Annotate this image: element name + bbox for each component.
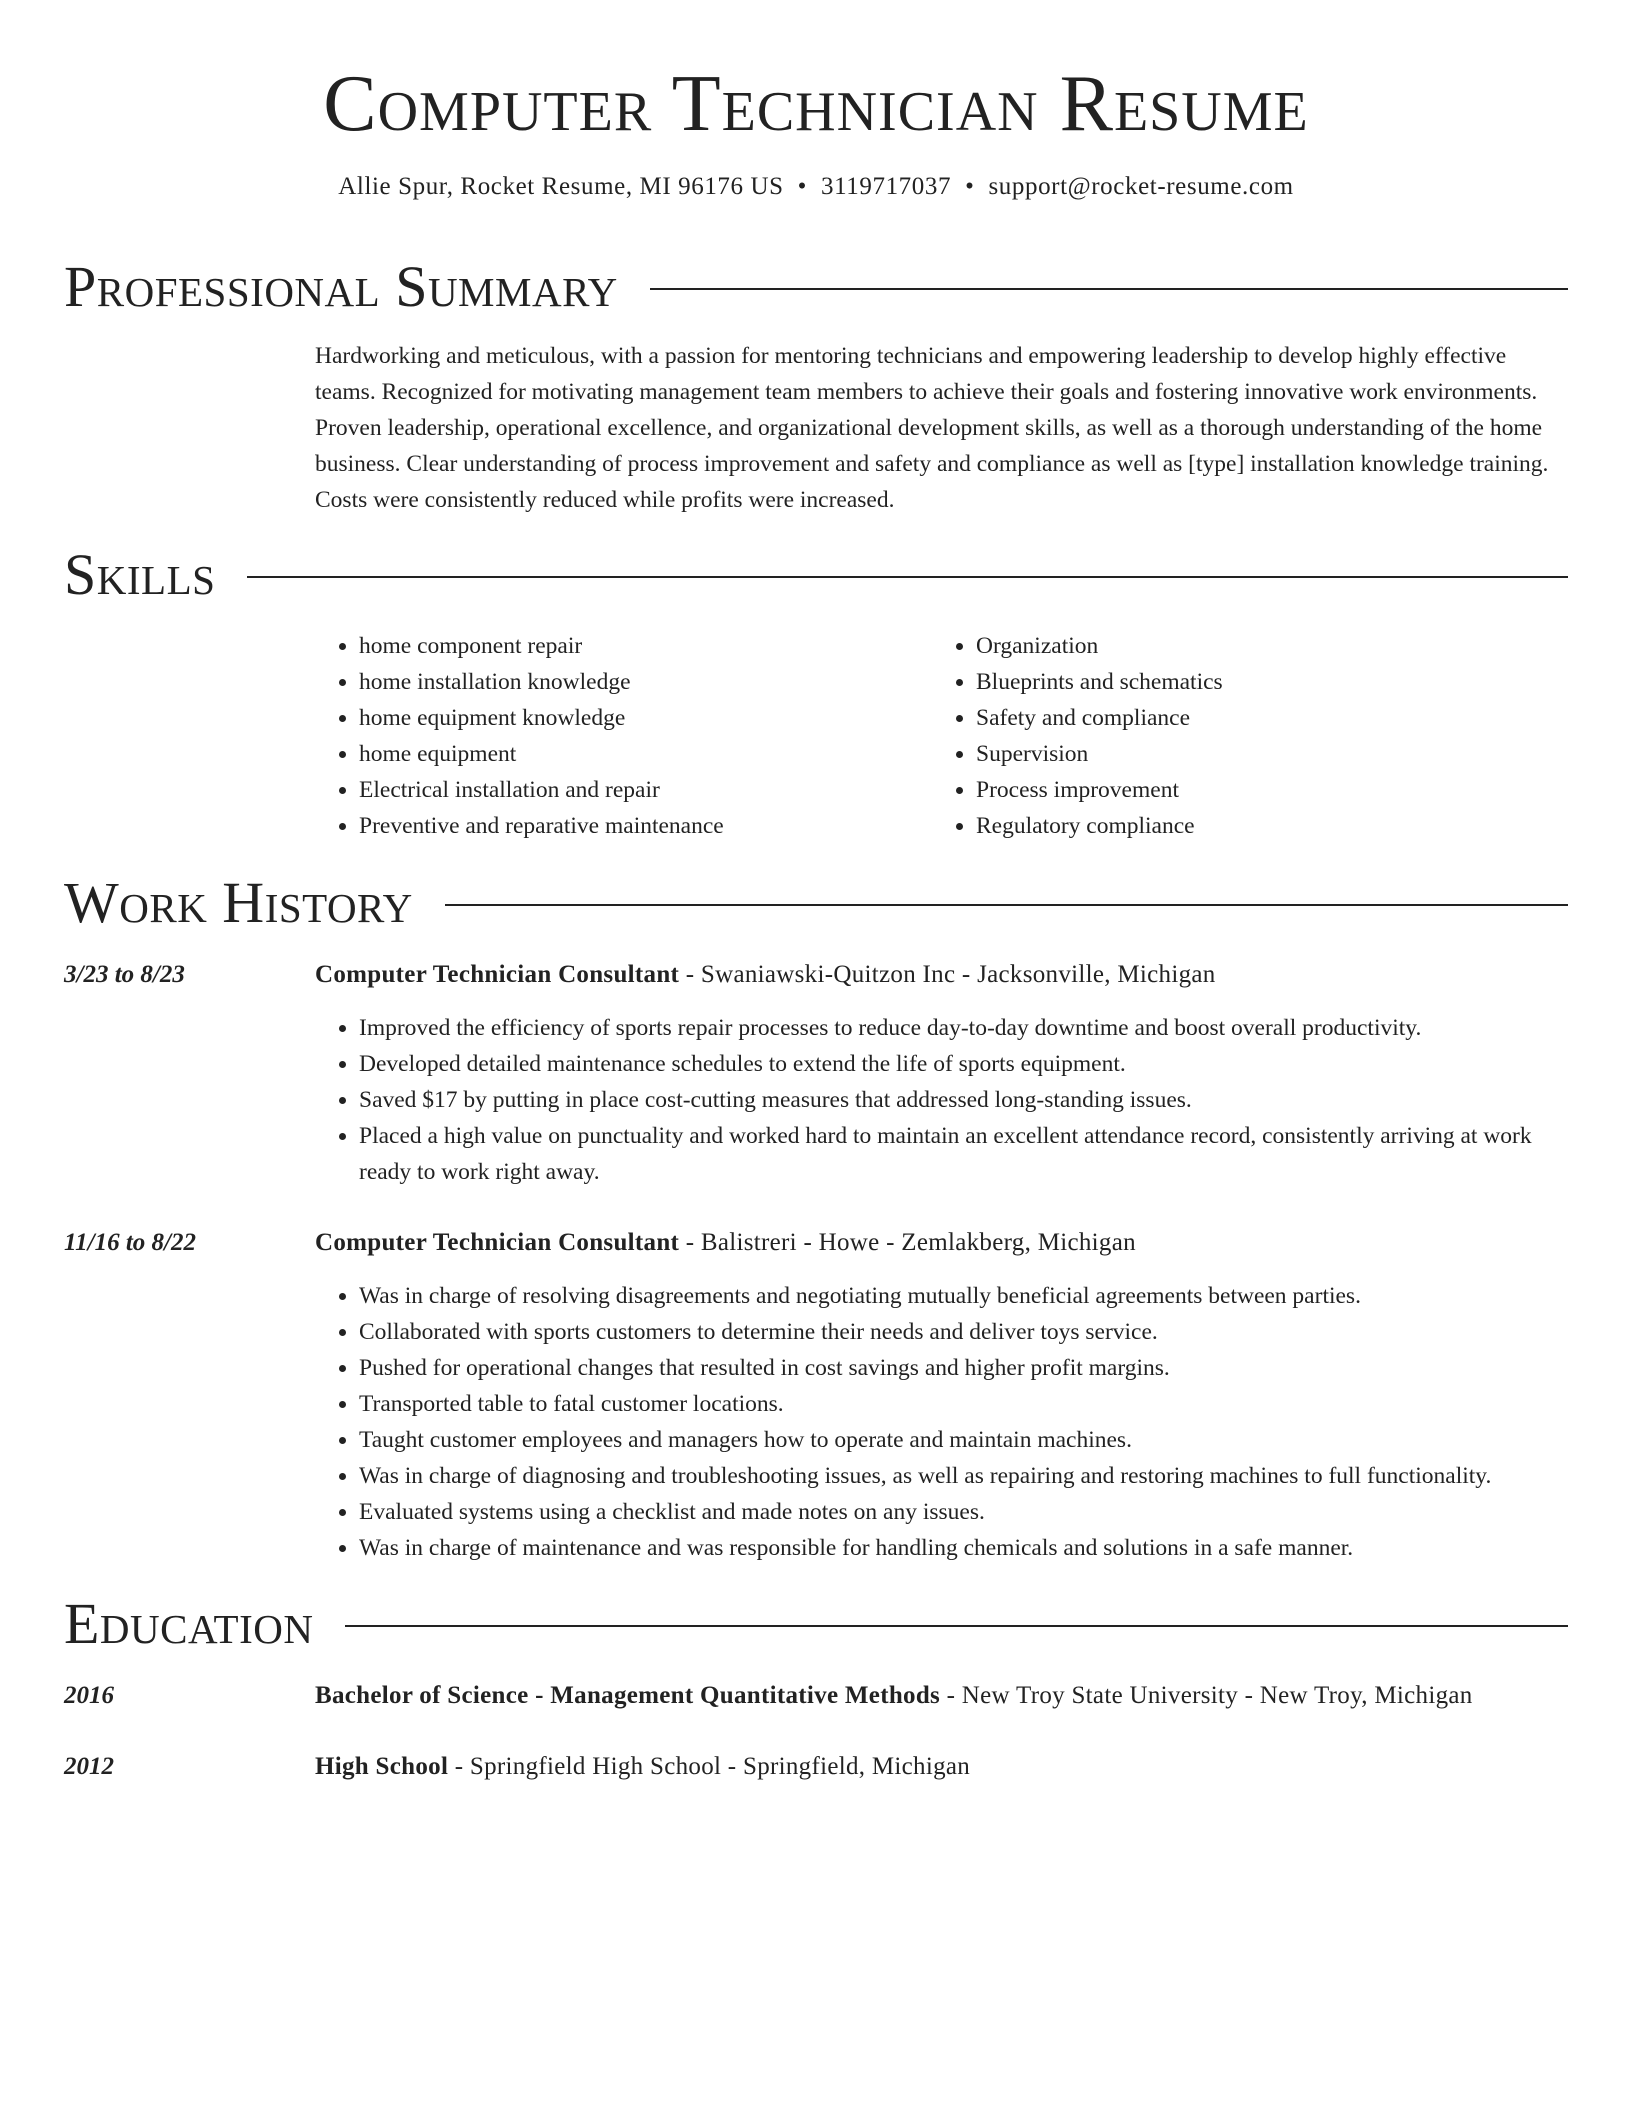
section-divider xyxy=(247,576,1568,578)
job-bullet: • Saved $17 by putting in place cost-cutting measures that addressed long-standing issues. xyxy=(359,1082,1568,1118)
resume-page xyxy=(64,0,1568,1780)
education-heading: Education xyxy=(64,1591,314,1656)
job-bullet: • Collaborated with sports customers to determine their needs and deliver toys service. xyxy=(359,1314,1568,1350)
contact-email[interactable]: support@rocket-resume.com xyxy=(988,173,1294,200)
skill-item: • Supervision xyxy=(976,736,1223,772)
degree-title: High School xyxy=(315,1753,449,1780)
skill-item: • Blueprints and schematics xyxy=(976,664,1223,700)
skill-item: • Process improvement xyxy=(976,772,1223,808)
skill-item: • home component repair xyxy=(359,628,724,664)
resume-title: Computer Technician Resume xyxy=(323,60,1309,148)
education-year: 2016 xyxy=(64,1682,114,1709)
summary-heading: Professional Summary xyxy=(64,254,618,319)
contact-separator: • xyxy=(797,173,807,200)
section-divider xyxy=(445,904,1568,906)
section-divider xyxy=(345,1625,1568,1627)
job-bullet: • Developed detailed maintenance schedules to extend the life of sports equipment. xyxy=(359,1046,1568,1082)
job-bullet: • Pushed for operational changes that resulted in cost savings and higher profit margins. xyxy=(359,1350,1568,1386)
job-employer: - Swaniawski-Quitzon Inc - Jacksonville, Michigan xyxy=(679,961,1216,988)
school-detail: - Springfield High School - Springfield, Michigan xyxy=(448,1753,971,1780)
skill-item: • Safety and compliance xyxy=(976,700,1223,736)
job-bullet: • Was in charge of diagnosing and troubleshooting issues, as well as repairing and restoring machines to full functionality. xyxy=(359,1458,1568,1494)
job-bullet: • Evaluated systems using a checklist and made notes on any issues. xyxy=(359,1494,1568,1530)
work-heading: Work History xyxy=(64,870,413,935)
skill-item: • home equipment xyxy=(359,736,724,772)
job-bullet: • Improved the efficiency of sports repair processes to reduce day-to-day downtime and boost overall productivity. xyxy=(359,1010,1568,1046)
work-section-heading xyxy=(64,870,1568,935)
contact-address: Allie Spur, Rocket Resume, MI 96176 US xyxy=(338,173,784,200)
skill-item: • Electrical installation and repair xyxy=(359,772,724,808)
summary-section-heading xyxy=(64,254,1568,319)
skills-section-heading xyxy=(64,542,1568,607)
degree-title: Bachelor of Science - Management Quantitative Methods xyxy=(315,1682,941,1709)
job-dates: 3/23 to 8/23 xyxy=(64,961,185,988)
contact-separator: • xyxy=(965,173,975,200)
summary-text: Hardworking and meticulous, with a passion for mentoring technicians and empowering leadership to develop highly effective teams. Recognized for motivating management team members to achieve their goals and fostering innovative work environments. Proven leadership, operational excellence, and organizational development skills, as well as a thorough understanding of the home business. Clear understanding of process improvement and safety and compliance as well as [type] installation knowledge training. Costs were consistently reduced while profits were increased. xyxy=(315,343,1549,513)
job-title: Computer Technician Consultant xyxy=(315,1229,680,1256)
section-divider xyxy=(650,288,1568,290)
job-bullet: • Was in charge of maintenance and was responsible for handling chemicals and solutions in a safe manner. xyxy=(359,1530,1568,1566)
job-bullet: • Was in charge of resolving disagreements and negotiating mutually beneficial agreements between parties. xyxy=(359,1278,1568,1314)
skill-item: • Regulatory compliance xyxy=(976,808,1223,844)
job-title-line xyxy=(315,958,1568,992)
job-bullet: • Taught customer employees and managers how to operate and maintain machines. xyxy=(359,1422,1568,1458)
education-line xyxy=(315,1750,1568,1784)
skill-item: • Preventive and reparative maintenance xyxy=(359,808,724,844)
education-line xyxy=(315,1679,1568,1713)
contact-line xyxy=(64,172,1568,202)
skill-item: • home equipment knowledge xyxy=(359,700,724,736)
job-title: Computer Technician Consultant xyxy=(315,961,680,988)
job-bullets xyxy=(315,1010,1568,1190)
job-employer: - Balistreri - Howe - Zemlakberg, Michigan xyxy=(679,1229,1136,1256)
skills-list-left xyxy=(315,628,724,844)
job-bullet: • Transported table to fatal customer locations. xyxy=(359,1386,1568,1422)
skill-item: • home installation knowledge xyxy=(359,664,724,700)
education-year: 2012 xyxy=(64,1753,114,1780)
skill-item: • Organization xyxy=(976,628,1223,664)
skills-heading: Skills xyxy=(64,542,216,607)
skills-list-right xyxy=(932,628,1223,844)
job-bullet: • Placed a high value on punctuality and worked hard to maintain an excellent attendance record, consistently arriving at work ready to work right away. xyxy=(359,1118,1568,1190)
school-detail: - New Troy State University - New Troy, Michigan xyxy=(940,1682,1473,1709)
job-bullets xyxy=(315,1278,1568,1566)
job-title-line xyxy=(315,1226,1568,1260)
job-dates: 11/16 to 8/22 xyxy=(64,1229,196,1256)
contact-phone: 3119717037 xyxy=(821,173,952,200)
education-section-heading xyxy=(64,1591,1568,1656)
